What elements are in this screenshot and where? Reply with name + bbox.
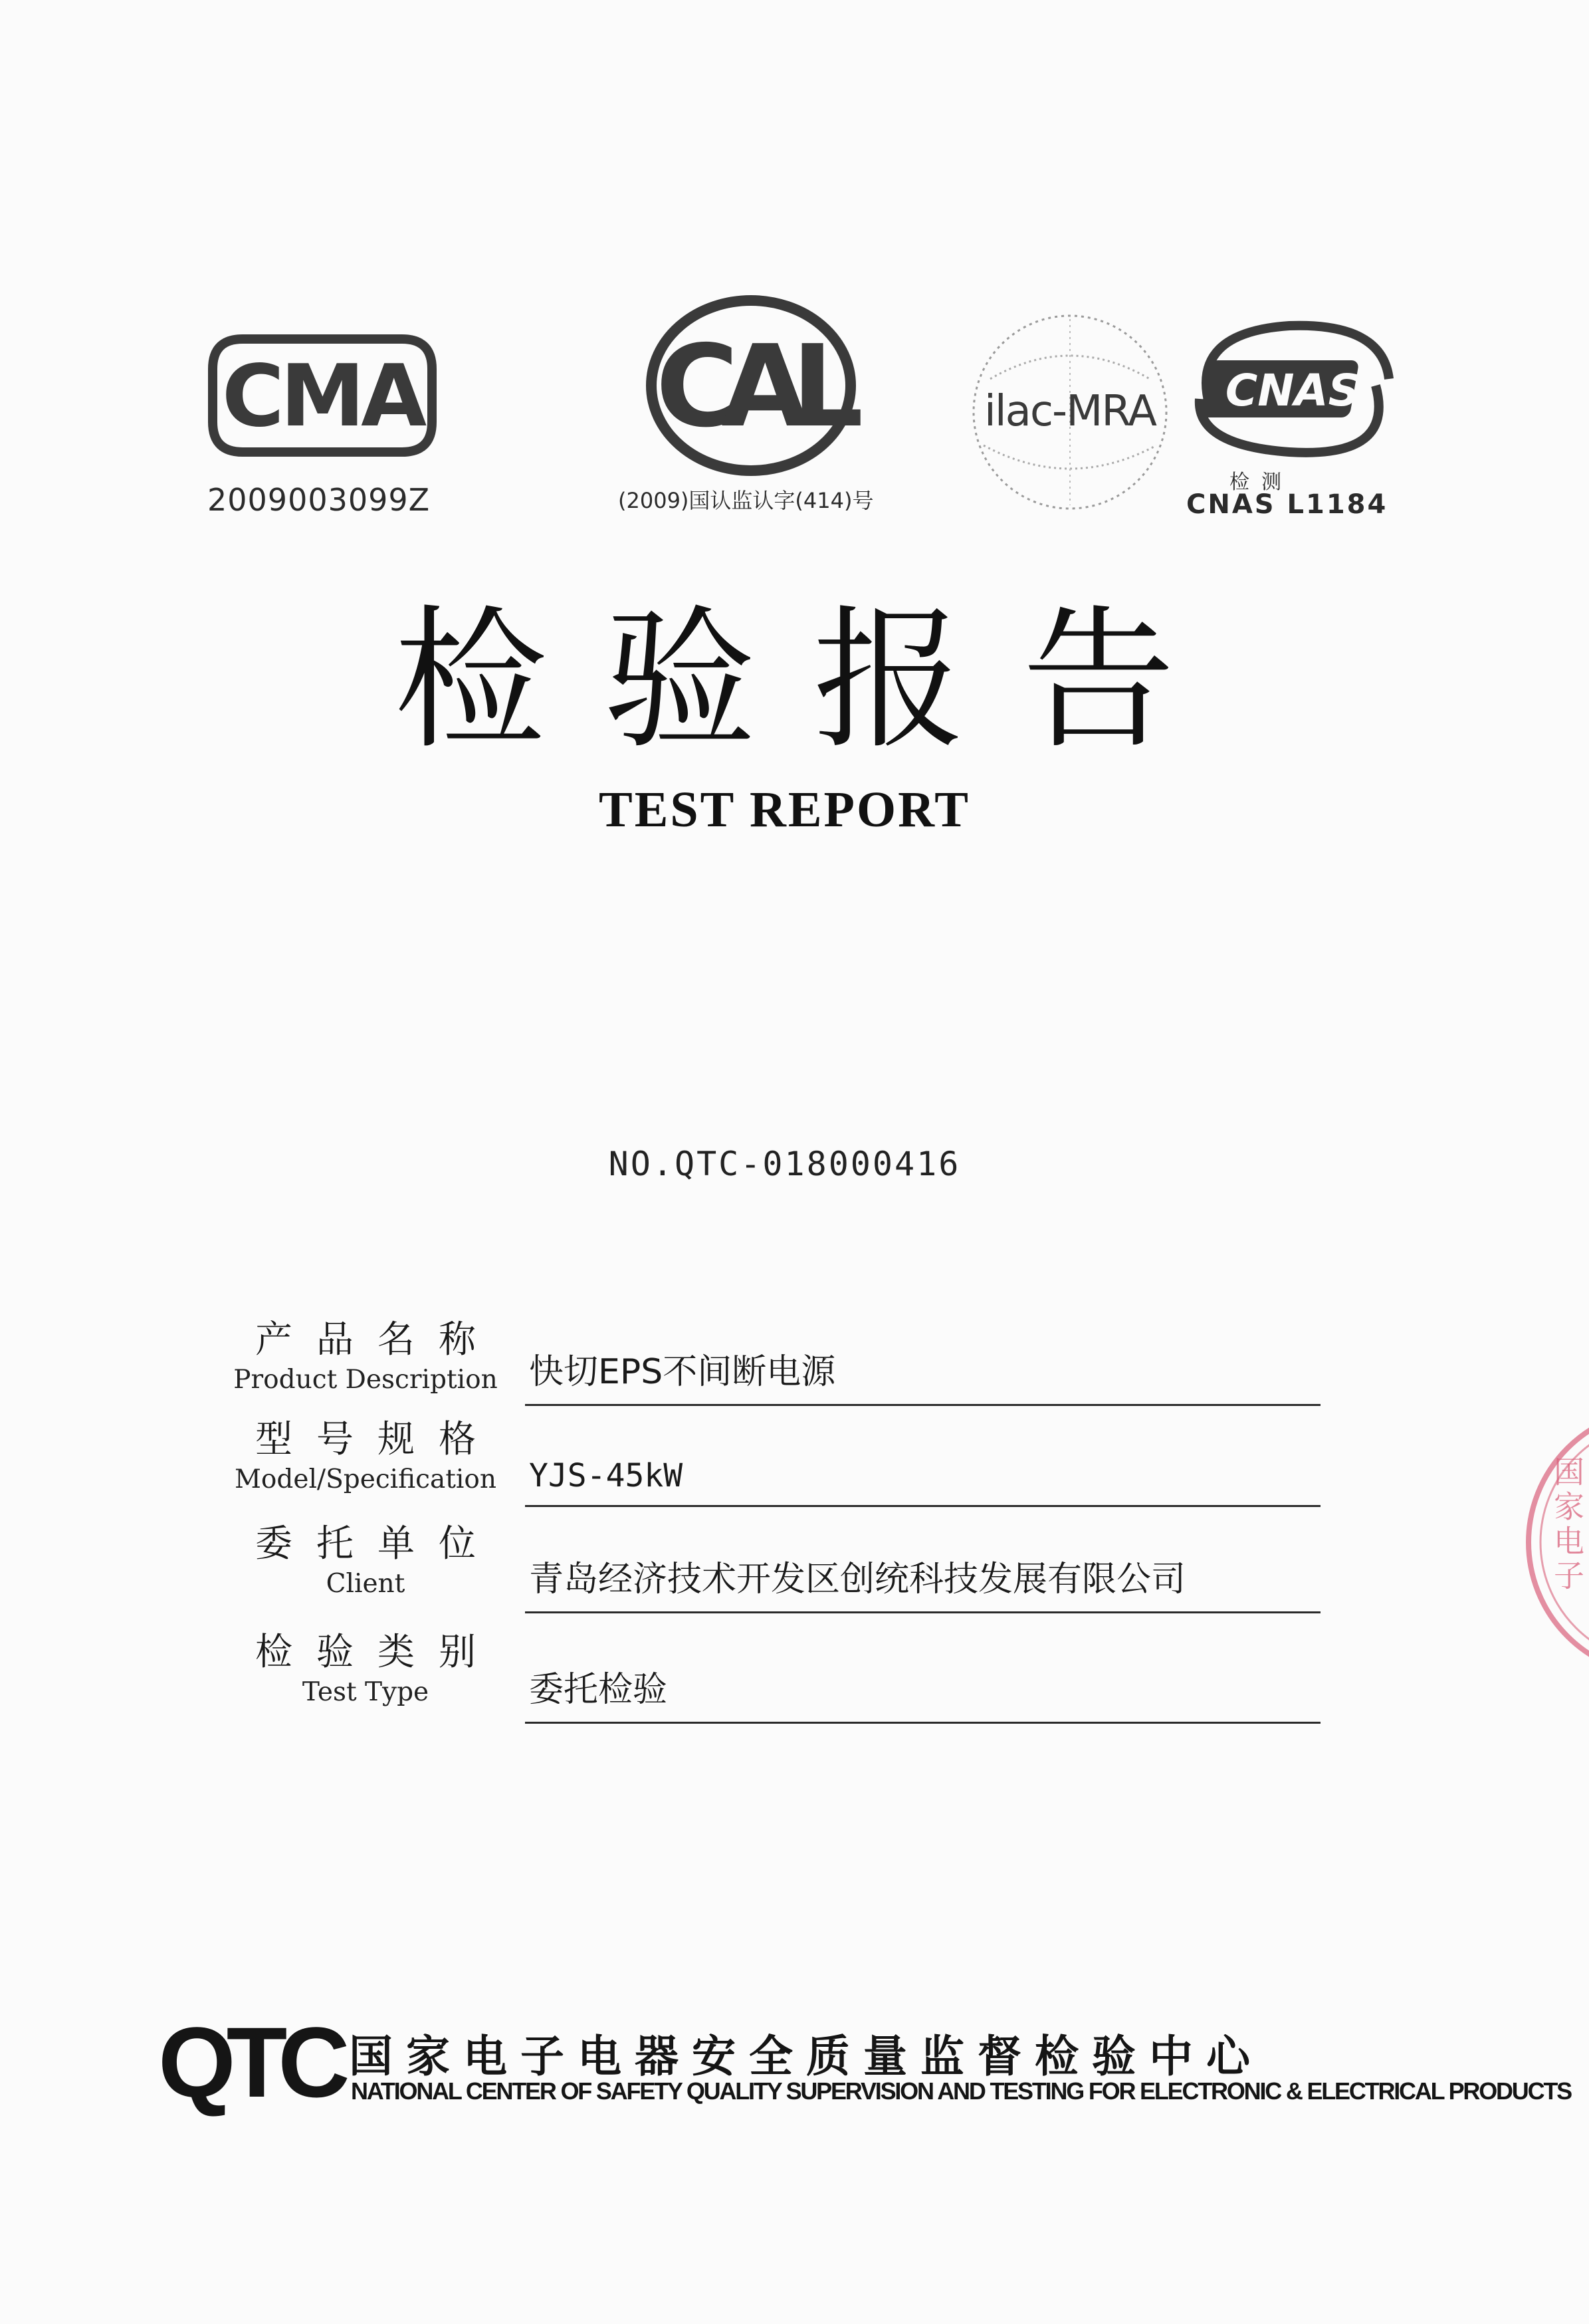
cma-logo [203, 326, 442, 465]
ilac-globe-icon [964, 306, 1176, 519]
test-type-value: 委托检验 [525, 1671, 1321, 1724]
model-value: YJS-45kW [525, 1454, 1321, 1507]
client-label-en: Client [326, 1568, 405, 1599]
client-label [226, 1524, 505, 1599]
cnas-number: CNAS L1184 [1186, 489, 1388, 520]
organization-name-en: NATIONAL CENTER OF SAFETY QUALITY SUPERVISION AND TESTING FOR ELECTRONIC & ELECTRICAL PRODUCTS [351, 2077, 1571, 2105]
report-number: NO.QTC-018000416 [608, 1145, 961, 1183]
product-label-en: Product Description [233, 1364, 498, 1395]
ilac-mra-logo [964, 306, 1176, 519]
cal-number: (2009)国认监认字(414)号 [618, 488, 874, 513]
organization-name-cn: 国家电子电器安全质量监督检验中心 [349, 2031, 1263, 2082]
model-label-en: Model/Specification [235, 1464, 496, 1494]
model-label [226, 1419, 505, 1494]
cnas-logo [1183, 306, 1402, 465]
product-label [226, 1320, 505, 1395]
stamp-text: 国家电子 [1549, 1456, 1585, 1594]
test-type-label-en: Test Type [302, 1677, 429, 1707]
test-type-label-cn: 检验类别 [255, 1631, 500, 1674]
cnas-mark-icon [1183, 306, 1402, 465]
qtc-mark-icon [158, 2006, 341, 2118]
svg-text:ilac-MRA: ilac-MRA [984, 387, 1156, 436]
cma-number: 2009003099Z [207, 482, 431, 518]
client-value: 青岛经济技术开发区创统科技发展有限公司 [525, 1560, 1321, 1613]
product-value: 快切EPS不间断电源 [525, 1353, 1321, 1406]
cal-logo [638, 292, 864, 479]
svg-text:CNAS: CNAS [1225, 365, 1360, 416]
svg-text:QTC: QTC [158, 2006, 341, 2118]
cal-mark-icon [638, 292, 864, 479]
svg-text:CMA: CMA [221, 347, 423, 446]
test-type-label [226, 1632, 505, 1707]
model-label-cn: 型号规格 [255, 1418, 500, 1461]
title-english: TEST REPORT [599, 782, 970, 838]
qtc-logo [158, 2006, 341, 2118]
client-label-cn: 委托单位 [255, 1522, 500, 1566]
cnas-sub-label: 检测 [1229, 471, 1293, 494]
title-chinese: 检验报告 [394, 592, 1231, 770]
product-label-cn: 产品名称 [255, 1318, 500, 1361]
svg-text:CAL: CAL [655, 321, 847, 453]
cma-mark-icon [203, 326, 442, 465]
